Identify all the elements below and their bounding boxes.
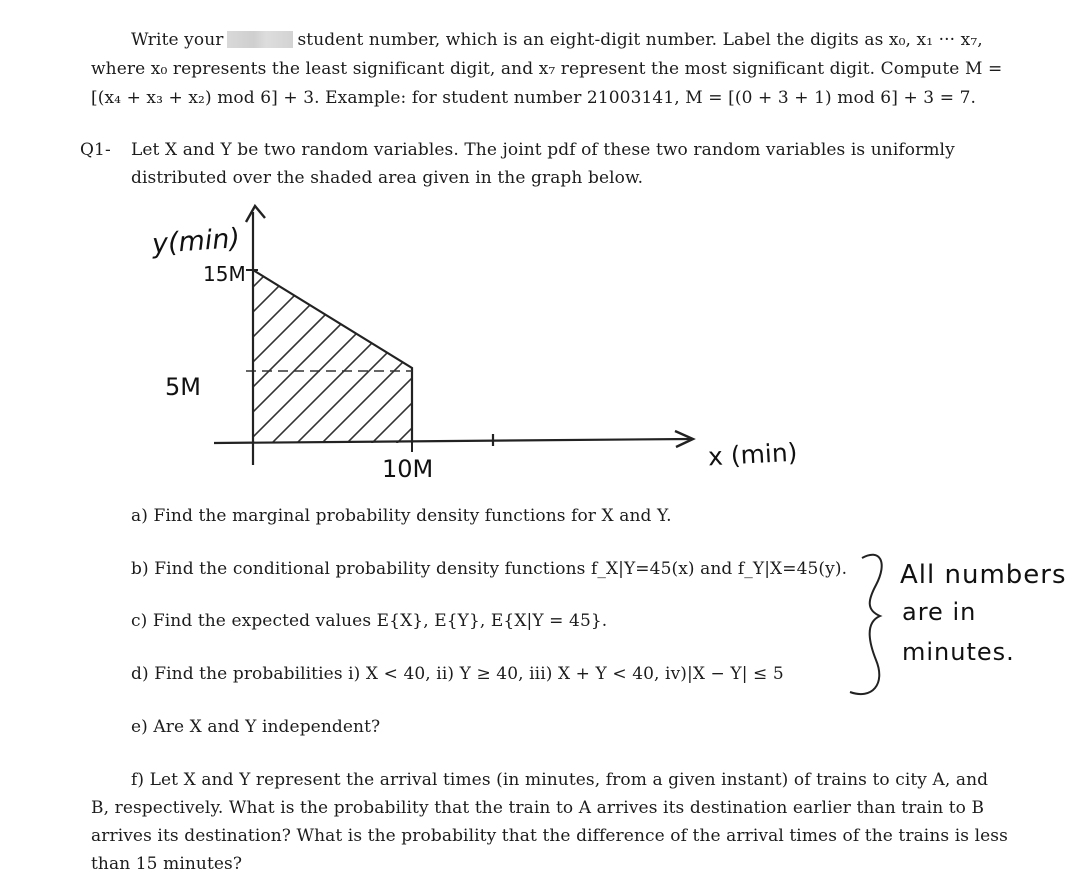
- part-d: d) Find the probabilities i) X < 40, ii) Y ≥ 40, iii) X + Y < 40, iv)|X − Y| ≤ 5: [131, 664, 784, 684]
- intro-line-1-end: student number, which is an eight-digit number. Label the digits as x₀, x₁ ··· x₇,: [297, 30, 983, 50]
- y-tick-label-15m: 15M: [203, 262, 246, 286]
- intro-line-2: where x₀ represents the least significant digit, and x₇ represent the most significant digit. Compute M =: [91, 59, 1003, 79]
- part-b: b) Find the conditional probability density functions f_X|Y=45(x) and f_Y|X=45(y).: [131, 559, 848, 579]
- y-axis-label: y(min): [151, 222, 241, 261]
- question-text-line-2: distributed over the shaded area given in the graph below.: [131, 168, 644, 188]
- handnote-line-2: are in: [902, 598, 977, 626]
- y-tick-label-5m: 5M: [165, 373, 201, 401]
- part-f-line-4: than 15 minutes?: [91, 854, 243, 874]
- intro-line-1-start: Write your: [131, 30, 224, 50]
- part-e: e) Are X and Y independent?: [131, 717, 381, 737]
- part-f-line-3: arrives its destination? What is the probability that the difference of the arrival times of the trains is less: [91, 826, 1008, 846]
- handnote-line-3: minutes.: [902, 638, 1015, 666]
- x-tick-label-10m: 10M: [382, 455, 434, 483]
- intro-line-3: [(x₄ + x₃ + x₂) mod 6] + 3. Example: for student number 21003141, M = [(0 + 3 + 1) mod 6] + 3 = 7.: [91, 88, 976, 108]
- part-a: a) Find the marginal probability density functions for X and Y.: [131, 506, 672, 526]
- part-c: c) Find the expected values E{X}, E{Y}, E{X|Y = 45}.: [131, 611, 608, 631]
- question-number: Q1-: [80, 140, 111, 160]
- part-f-line-1: f) Let X and Y represent the arrival times (in minutes, from a given instant) of trains to city A, and: [131, 770, 989, 790]
- handnote-line-1: All numbers: [900, 560, 1067, 590]
- part-f-line-2: B, respectively. What is the probability that the train to A arrives its destination earlier than train to B: [91, 798, 985, 818]
- question-text-line-1: Let X and Y be two random variables. The joint pdf of these two random variables is uniformly: [131, 140, 955, 160]
- x-axis-label: x (min): [707, 437, 799, 472]
